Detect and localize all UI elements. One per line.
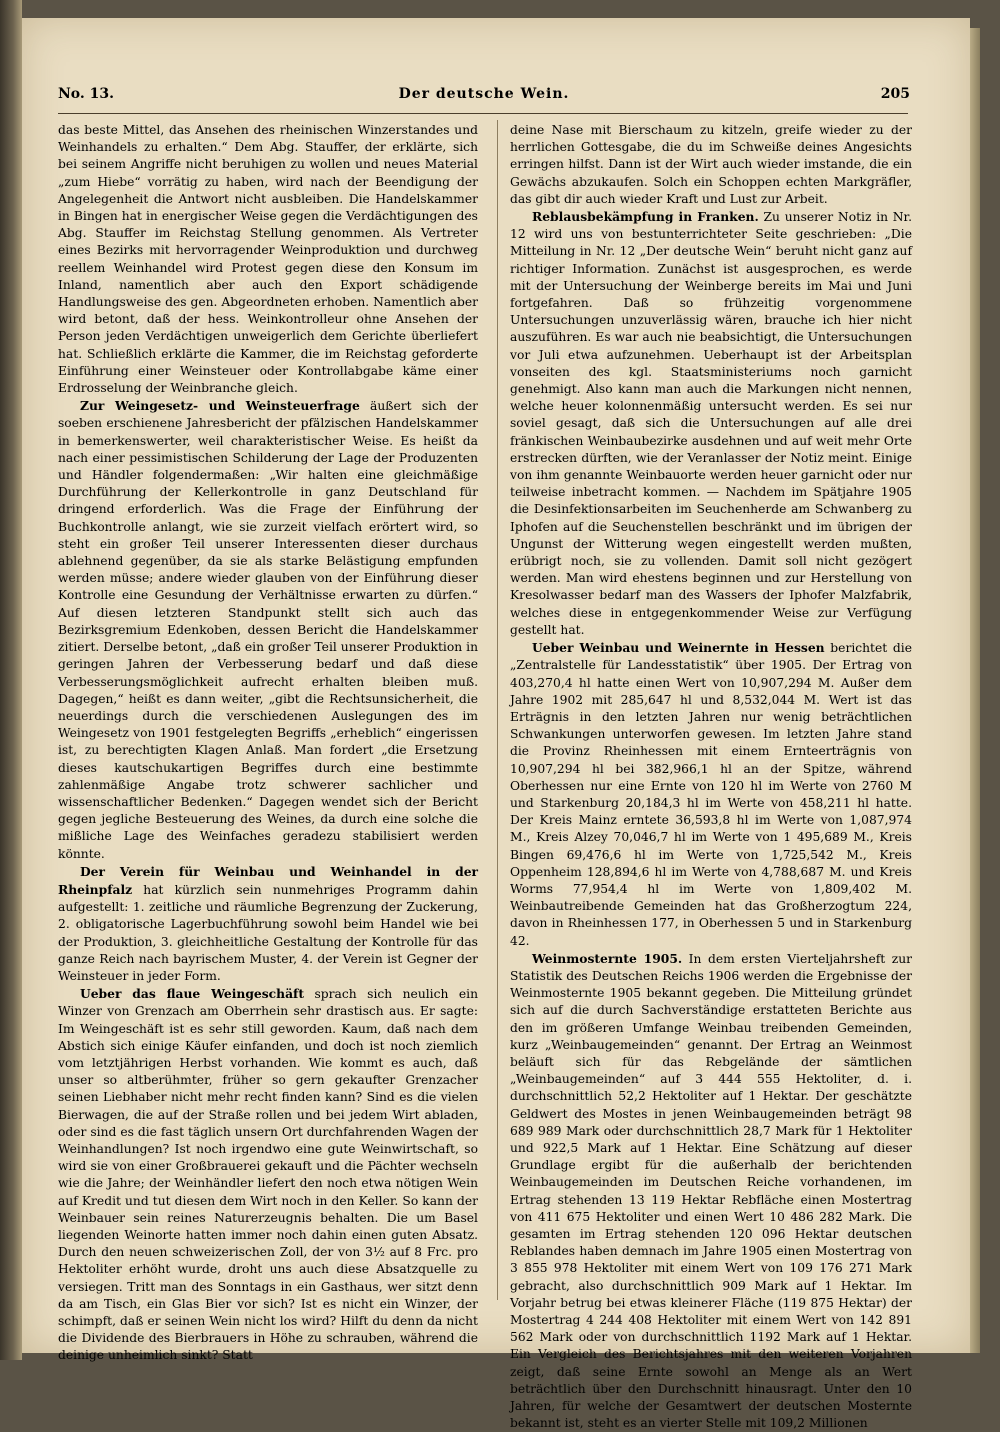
article-text: das beste Mittel, das Ansehen des rheinischen Winzerstandes und Weinhandels zu erhalten.“ Dem Abg. Stauffer, der erklärte, sich bei seinem Angriffe nicht beruhigen zu wollen und neues Material „zum Hiebe“ vorrätig zu haben, wird nach der Beendigung der Angelegenheit die Antwort nicht ausbleiben. Die Handelskammer in Bingen hat in energischer Weise gegen die Verdächtigungen des Abg. Stauffer im Reichstag Stellung genommen. Als Vertreter eines Bezirks mit hervorragender Weinproduktion und durchweg reellem Weinhandel wird Protest gegen diese den Konsum im Inland, namentlich aber auch den Export schädigende Handlungsweise des gen. Abgeordneten erhoben. Namentlich aber wird betont, daß der hess. Weinkontrolleur ohne Ansehen der Person jeden Verdächtigen unweigerlich dem Gerichte überliefert hat. Schließlich erklärte die Kammer, die im Reichstag geforderte Einführung einer Weinsteuer oder Kontrollabgabe käme einer Erdrosselung der Weinbranche gleich.	[58, 123, 478, 396]
page-number: 205	[880, 86, 910, 102]
article-paragraph	[510, 122, 912, 208]
article-heading: Reblausbekämpfung in Franken.	[532, 209, 759, 225]
article-paragraph	[58, 863, 478, 985]
journal-title: Der deutsche Wein.	[398, 86, 570, 102]
article-paragraph	[58, 122, 478, 397]
article-paragraph	[510, 639, 912, 950]
article-text: In dem ersten Vierteljahrsheft zur Statistik des Deutschen Reichs 1906 werden die Ergebnisse der Weinmosternte 1905 bekannt gegeben. Die Mitteilung gründet sich auf die durch Sachverständige erstatteten Berichte aus den im größeren Umfange Weinbau treibenden Gemeinden, kurz „Weinbaugemeinden“ genannt. Der Ertrag an Weinmost beläuft sich für das Rebgelände der sämtlichen „Weinbaugemeinden“ auf 3 444 555 Hektoliter, d. i. durchschnittlich 52,2 Hektoliter auf 1 Hektar. Der geschätzte Geldwert des Mostes in jenen Weinbaugemeinden beträgt 98 689 989 Mark oder durchschnittlich 28,7 Mark für 1 Hektoliter und 922,5 Mark auf 1 Hektar. Eine Schätzung auf dieser Grundlage ergibt für die außerhalb der berichtenden Weinbaugemeinden im Deutschen Reiche vorhandenen, im Ertrag stehenden 13 119 Hektar Rebfläche einen Mostertrag von 411 675 Hektoliter und einen Wert 10 486 282 Mark. Die gesamten im Ertrag stehenden 120 096 Hektar deutschen Reblandes haben demnach im Jahre 1905 einen Mostertrag von 3 855 978 Hektoliter mit einem Wert von 109 176 271 Mark gebracht, also durchschnittlich 909 Mark auf 1 Hektar. Im Vorjahr betrug bei etwas kleinerer Fläche (119 875 Hektar) der Mostertrag 4 244 408 Hektoliter mit einem Wert von 142 891 562 Mark oder von durchschnittlich 1192 Mark auf 1 Hektar. Ein Vergleich des Berichtsjahres mit den weiteren Vorjahren zeigt, daß seine Ernte sowohl an Menge als an Wert beträchtlich über den Durchschnitt hinausragt. Unter den 10 Jahren, für welche der Gesamtwert der deutschen Mosternte bekannt ist, steht es an vierter Stelle mit 109,2 Millionen	[510, 951, 913, 1431]
column-divider	[497, 120, 498, 1300]
article-heading: Der Verein für Weinbau und Weinhandel in der Rheinpfalz	[58, 863, 478, 897]
article-heading: Weinmosternte 1905.	[532, 950, 683, 966]
article-paragraph	[510, 208, 912, 639]
article-text: sprach sich neulich ein Winzer von Grenzach am Oberrhein sehr drastisch aus. Er sagte: Im Weingeschäft ist es sehr still geworden. Kaum, daß nach dem Abstich sich einige Käufer einfanden, und doch ist noch ziemlich vom letztjährigen Herbst vorhanden. Wie kommt es auch, daß unser so altberühmter, früher so gern gekaufter Grenzacher seinen Liebhaber nicht mehr recht finden kann? Sind es die vielen Bierwagen, die auf der Straße rollen und bei jedem Wirt abladen, oder sind es die fast täglich unsern Ort durchfahrenden Wagen der Weinhandlungen? Ist noch irgendwo eine gute Weinwirtschaft, so wird sie von einer Großbrauerei gekauft und die Pächter wechseln wie die Jahre; der Weinhändler liefert den noch etwa nötigen Wein auf Kredit und tut diesen dem Wirt noch in den Keller. So kann der Weinbauer sein reines Naturerzeugnis behalten. Die um Basel liegenden Weinorte hatten immer noch dahin einen guten Absatz. Durch den neuen schweizerischen Zoll, der von 3½ auf 8 Frc. pro Hektoliter erhöht wurde, droht uns auch diese Absatzquelle zu versiegen. Tritt man des Sonntags in ein Gasthaus, wer sitzt denn da am Tisch, ein Glas Bier vor sich? Ist es nicht ein Winzer, der schimpft, daß er seinen Wein nicht los wird? Hilft du denn da nicht die Dividende des Bierbrauers in Höhe zu schrauben, während die deinige unheimlich sinkt? Statt	[58, 987, 478, 1363]
page-edge	[970, 28, 980, 1353]
left-column	[58, 122, 478, 1363]
article-heading: Ueber Weinbau und Weinernte in Hessen	[532, 640, 825, 656]
header-rule	[58, 113, 908, 114]
article-paragraph	[58, 985, 478, 1364]
article-text: hat kürzlich sein nunmehriges Programm dahin aufgestellt: 1. zeitliche und räumliche Begrenzung der Zuckerung, 2. obligatorische Lagerbuchführung sowohl beim Handel wie bei der Produktion, 3. gleichheitliche Gestaltung der Kontrolle für das ganze Reich nach bayrischem Muster, 4. der Verein ist Gegner der Weinsteuer in jeder Form.	[58, 882, 478, 983]
article-heading: Zur Weingesetz- und Weinsteuerfrage	[80, 398, 360, 414]
article-text: äußert sich der soeben erschienene Jahresbericht der pfälzischen Handelskammer in bemerkenswerter, weil charakteristischer Weise. Es heißt da nach einer pessimistischen Schilderung der Lage der Produzenten und Händler folgendermaßen: „Wir halten eine gleichmäßige Durchführung der Kellerkontrolle in ganz Deutschland für dringend erforderlich. Was die Frage der Einführung der Buchkontrolle anlangt, wie sie zurzeit vielfach erörtert wird, so steht ein großer Teil unserer Interessenten dieser durchaus ablehnend gegenüber, da sie als starke Belästigung empfunden werden müsse; andere wieder glauben von der Einführung dieser Kontrolle eine Gesundung der Verhältnisse erwarten zu dürfen.“ Auf diesen letzteren Standpunkt stellt sich auch das Bezirksgremium Edenkoben, dessen Bericht die Handelskammer zitiert. Derselbe betont, „daß ein großer Teil unserer Produktion in geringen Jahren der Verbesserung bedarf und daß diese Verbesserungsmöglichkeit aufrecht erhalten bleiben muß. Dagegen,“ heißt es dann weiter, „gibt die Rechtsunsicherheit, die neuerdings durch die verschiedenen Auslegungen des im Weingesetz von 1901 festgelegten Begriffs „erheblich“ eingerissen ist, zu berechtigten Klagen Anlaß. Man fordert „die Ersetzung dieses kautschukartigen Begriffes durch eine bestimmte zahlenmäßige Angabe trotz schwerer sachlicher und wissenschaftlicher Bedenken.“ Dagegen wendet sich der Bericht gegen jegliche Besteuerung des Weines, da durch eine solche die mißliche Lage des Weinfaches geradezu stabilisiert werden könnte.	[58, 399, 478, 861]
page-header	[58, 86, 910, 106]
issue-number: No. 13.	[58, 86, 114, 102]
right-column	[510, 122, 913, 1431]
article-paragraph	[510, 950, 912, 1432]
article-paragraph	[58, 397, 478, 862]
article-heading: Ueber das flaue Weingeschäft	[80, 986, 305, 1002]
book-gutter	[0, 0, 22, 1360]
article-text: Zu unserer Notiz in Nr. 12 wird uns von bestunterrichteter Seite geschrieben: „Die Mitteilung in Nr. 12 „Der deutsche Wein“ beruht nicht ganz auf richtiger Information. Zunächst ist ausgesprochen, es werde mit der Untersuchung der Weinberge bereits im Mai und Juni fortgefahren. Daß so frühzeitig vorgenommene Untersuchungen unzuverlässig wären, brauche ich hier nicht auszuführen. Es war auch nie beabsichtigt, die Untersuchungen vor Juli etwa aufzunehmen. Ueberhaupt ist der Arbeitsplan vonseiten des kgl. Staatsministeriums noch garnicht genehmigt. Also kann man auch die Markungen nicht nennen, welche heuer kolonnenmäßig untersucht werden. Es sei nur soviel gesagt, daß sich die Untersuchungen auf alle drei fränkischen Weinbaubezirke ausdehnen und auf weit mehr Orte erstrecken dürften, wie der Veranlasser der Notiz meint. Einige von ihm genannte Weinbauorte werden heuer garnicht oder nur teilweise inbetracht kommen. — Nachdem im Spätjahre 1905 die Desinfektionsarbeiten im Seuchenherde am Schwanberg zu Iphofen auf die Seuchenstellen beschränkt und im übrigen der Ungunst der Witterung wegen eingestellt werden mußten, erübrigt noch, sie zu vollenden. Damit soll nicht gezögert werden. Man wird ehestens beginnen und zur Herstellung von Kresolwasser bedarf man des Wassers der Iphofer Malzfabrik, welches diese in entgegenkommender Weise zur Verfügung gestellt hat.	[510, 210, 912, 637]
article-text: deine Nase mit Bierschaum zu kitzeln, greife wieder zu der herrlichen Gottesgabe, die du im Schweiße deines Angesichts erringen hilfst. Dann ist der Wirt auch wieder imstande, die ein Gewächs abzukaufen. Solch ein Schoppen echten Markgräfler, das gibt dir auch wieder Kraft und Lust zur Arbeit.	[510, 123, 912, 206]
article-text: berichtet die „Zentralstelle für Landesstatistik“ über 1905. Der Ertrag von 403,270,4 hl hatte einen Wert von 10,907,294 M. Außer dem Jahre 1902 mit 285,647 hl und 8,532,044 M. Wert ist das Erträgnis in den letzten Jahren nur wenig beträchtlichen Schwankungen unterworfen gewesen. Im letzten Jahre stand die Provinz Rheinhessen mit einem Ernteerträgnis von 10,907,294 hl bei 382,966,1 hl an der Spitze, während Oberhessen nur eine Ernte von 120 hl im Werte von 2760 M und Starkenburg 20,184,3 hl im Werte von 458,211 hl hatte. Der Kreis Mainz erntete 36,593,8 hl im Werte von 1,087,974 M., Kreis Alzey 70,046,7 hl im Werte von 1 495,689 M., Kreis Bingen 69,476,6 hl im Werte von 1,725,542 M., Kreis Oppenheim 128,894,6 hl im Werte von 4,788,687 M. und Kreis Worms 77,954,4 hl im Werte von 1,809,402 M. Weinbautreibende Gemeinden hat das Großherzogtum 224, davon in Rheinhessen 177, in Oberhessen 5 und in Starkenburg 42.	[510, 641, 912, 948]
